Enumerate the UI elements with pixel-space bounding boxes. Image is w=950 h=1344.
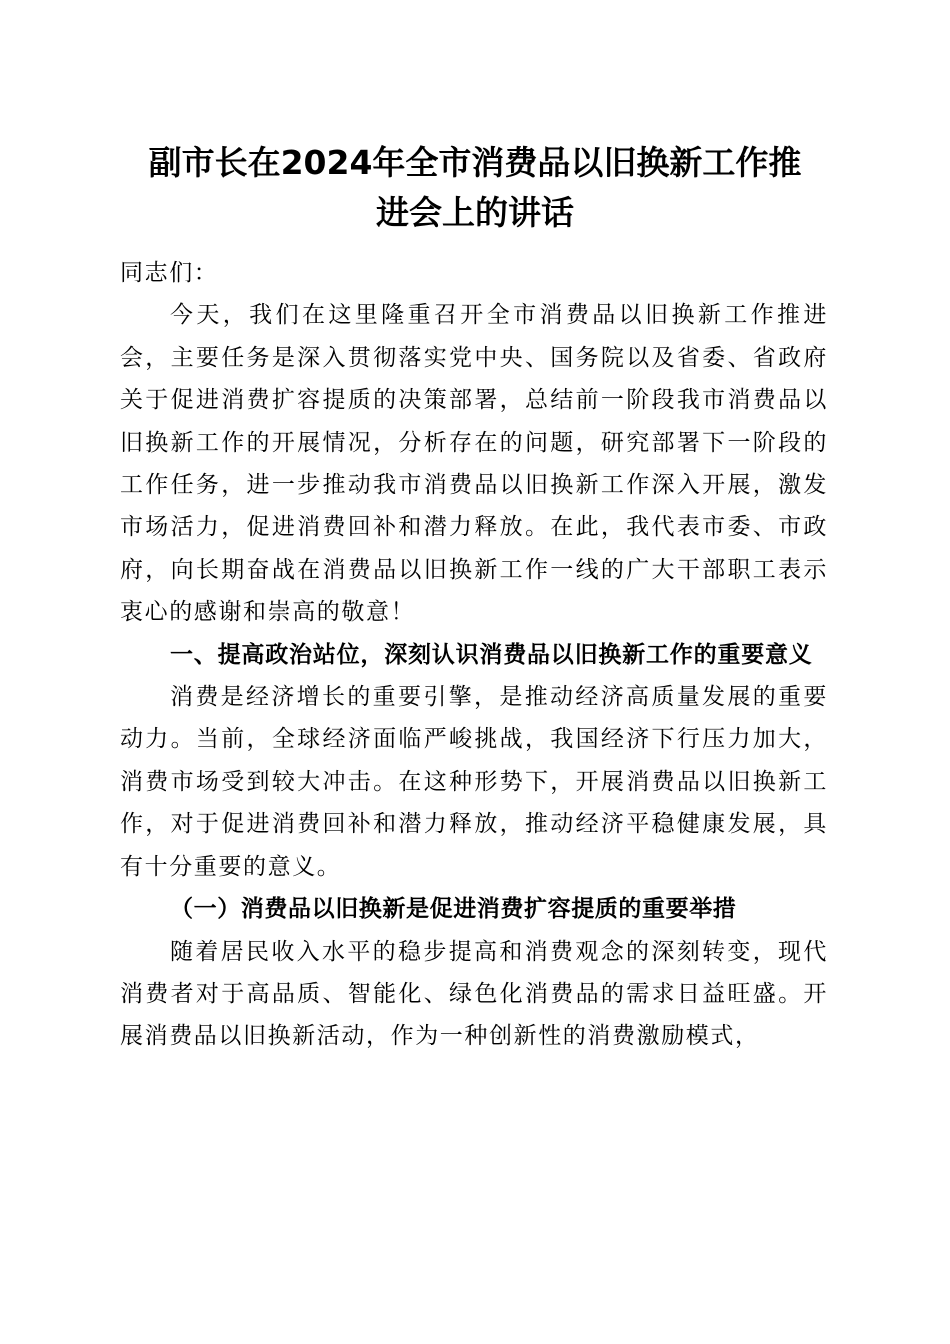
document-title: [110, 138, 840, 238]
section-1-heading: 一、提高政治站位，深刻认识消费品以旧换新工作的重要意义: [170, 641, 813, 668]
title-line-1: 副市长在2024年全市消费品以旧换新工作推: [148, 143, 802, 182]
subsection-1-paragraph: 随着居民收入水平的稳步提高和消费观念的深刻转变，现代消费者对于高品质、智能化、绿色化消费品的需求日益旺盛。开展消费品以旧换新活动，作为一种创新性的消费激励模式，: [120, 938, 828, 1050]
document-body: [120, 252, 828, 1058]
intro-paragraph: 今天，我们在这里隆重召开全市消费品以旧换新工作推进会，主要任务是深入贯彻落实党中央、国务院以及省委、省政府关于促进消费扩容提质的决策部署，总结前一阶段我市消费品以旧换新工作的开展情况，分析存在的问题，研究部署下一阶段的工作任务，进一步推动我市消费品以旧换新工作深入开展，激发市场活力，促进消费回补和潜力释放。在此，我代表市委、市政府，向长期奋战在消费品以旧换新工作一线的广大干部职工表示衷心的感谢和崇高的敬意！: [120, 302, 828, 626]
section-1-paragraph: 消费是经济增长的重要引擎，是推动经济高质量发展的重要动力。当前，全球经济面临严峻挑战，我国经济下行压力加大，消费市场受到较大冲击。在这种形势下，开展消费品以旧换新工作，对于促进消费回补和潜力释放，推动经济平稳健康发展，具有十分重要的意义。: [120, 684, 828, 880]
subsection-1-heading: （一）消费品以旧换新是促进消费扩容提质的重要举措: [170, 895, 737, 923]
title-line-2: 进会上的讲话: [376, 193, 574, 232]
salutation: 同志们：: [120, 260, 219, 286]
